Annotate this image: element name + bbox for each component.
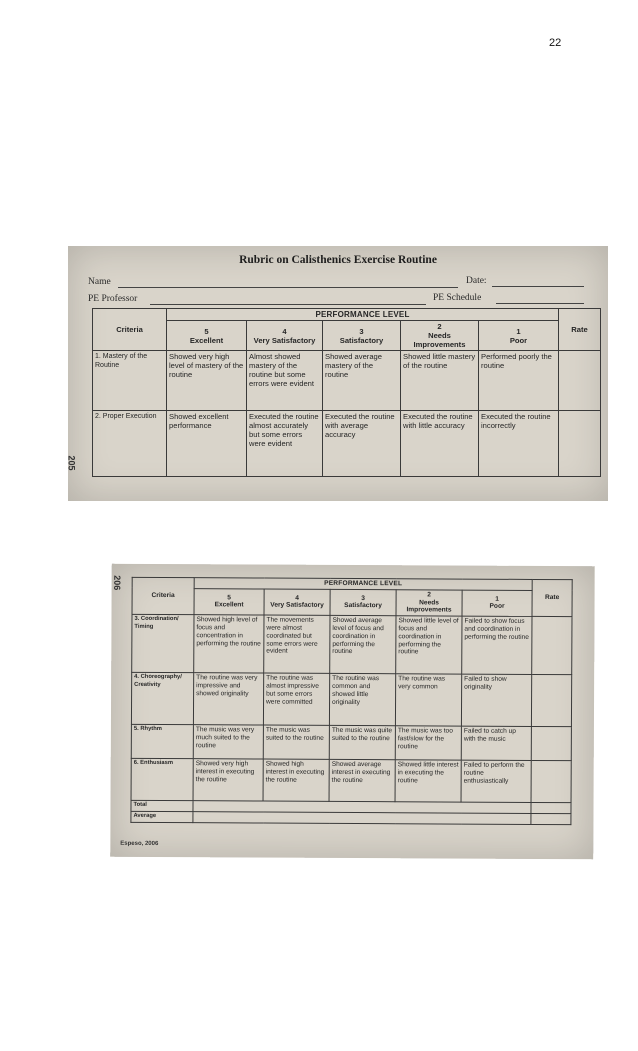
rate-cell [559,351,601,411]
level-header: 3 Satisfactory [330,589,396,616]
total-label: Total [131,801,193,812]
table-row [131,725,571,761]
average-row [131,811,571,824]
rubric-cell: Showed very high level of mastery of the routine [167,351,247,411]
rubric-cell: The routine was common and showed little originality [329,674,395,726]
level-header: 2 Needs Improvements [401,321,479,351]
rate-cell [531,813,571,824]
average-label: Average [131,811,193,822]
rubric-cell: Showed average level of focus and coordination in performing the routine [330,616,396,674]
rubric-cell: Failed to perform the routine enthusiastically [461,760,531,802]
rubric-cell: The movements were almost coordinated but some errors were evident [264,615,330,673]
side-page-number: 206 [112,575,123,591]
level-header: 2 Needs Improvements [396,590,462,617]
rubric-cell: Showed average mastery of the routine [323,351,401,411]
rubric-cell: The routine was almost impressive but some errors were committed [263,673,329,725]
level-header: 5 Excellent [167,321,247,351]
rubric-cell: The music was quite suited to the routine [329,726,395,760]
rubric-cell: Executed the routine with average accuracy [323,411,401,477]
date-line [492,286,584,287]
rate-cell [531,675,571,727]
performance-level-header: PERFORMANCE LEVEL [167,309,559,321]
name-line [118,287,458,288]
level-header: 1 Poor [462,590,532,617]
rate-cell [531,761,571,803]
table-row [93,351,601,411]
rate-cell [532,617,572,675]
criterion-cell: 6. Enthusiasm [131,759,193,801]
rubric-photo-2 [110,564,595,860]
rubric-cell: The music was too fast/slow for the routine [395,726,461,760]
rubric-table-1 [92,308,601,477]
rate-cell [531,803,571,814]
rubric-cell: Showed little interest in executing the routine [395,760,461,802]
criterion-cell: 2. Proper Execution [93,411,167,477]
rubric-cell: Executed the routine incorrectly [479,411,559,477]
side-page-number: 205 [66,455,77,471]
criterion-cell: 4. Choreography/ Creativity [131,673,193,725]
page-number: 22 [549,37,562,49]
rubric-cell: Showed average interest in executing the routine [329,760,395,802]
rate-cell [531,727,571,761]
professor-label: PE Professor [88,294,138,304]
criteria-header: Criteria [93,309,167,351]
level-header: 1 Poor [479,321,559,351]
criteria-header: Criteria [132,577,194,615]
name-label: Name [88,277,111,287]
rubric-cell: The routine was very impressive and showed originality [193,673,263,725]
professor-line [150,304,426,305]
rubric-cell: Showed little level of focus and coordination in performing the routine [396,616,462,674]
rubric-cell: The music was very much suited to the routine [193,725,263,759]
rubric-photo-1 [68,246,608,501]
rubric-cell: Failed to show originality [461,674,531,726]
rubric-cell: The routine was very common [395,674,461,726]
rate-header: Rate [532,579,572,616]
rate-header: Rate [559,309,601,351]
rubric-cell: Performed poorly the routine [479,351,559,411]
rubric-cell: Showed high level of focus and concentration in performing the routine [194,615,264,673]
date-label: Date: [466,276,487,286]
rubric-table-2 [130,577,572,825]
performance-level-header: PERFORMANCE LEVEL [194,578,532,591]
rubric-cell: Executed the routine with little accuracy [401,411,479,477]
rubric-cell: Showed excellent performance [167,411,247,477]
level-header: 5 Excellent [194,588,264,615]
rubric-cell: Almost showed mastery of the routine but some errors were evident [247,351,323,411]
criterion-cell: 5. Rhythm [131,725,193,759]
criterion-cell: 1. Mastery of the Routine [93,351,167,411]
schedule-label: PE Schedule [433,293,482,303]
rubric-cell: Showed very high interest in executing the routine [193,759,263,801]
table-row [93,411,601,477]
average-cell [193,812,531,825]
level-header: 4 Very Satisfactory [247,321,323,351]
rubric-cell: The music was suited to the routine [263,725,329,759]
table-row [131,673,571,727]
rubric-cell: Failed to show focus and coordination in performing the routine [462,616,532,674]
level-header: 4 Very Satisfactory [264,589,330,616]
citation: Espeso, 2006 [120,840,159,847]
rubric-cell: Executed the routine almost accurately but some errors were evident [247,411,323,477]
rubric-cell: Showed high interest in executing the routine [263,759,329,801]
rubric-title: Rubric on Calisthenics Exercise Routine [239,254,437,266]
criterion-cell: 3. Coordination/ Timing [132,615,194,673]
table-row [132,615,572,675]
schedule-line [496,303,584,304]
rubric-cell: Failed to catch up with the music [461,726,531,760]
rate-cell [559,411,601,477]
table-row [131,759,571,803]
rubric-cell: Showed little mastery of the routine [401,351,479,411]
level-header: 3 Satisfactory [323,321,401,351]
